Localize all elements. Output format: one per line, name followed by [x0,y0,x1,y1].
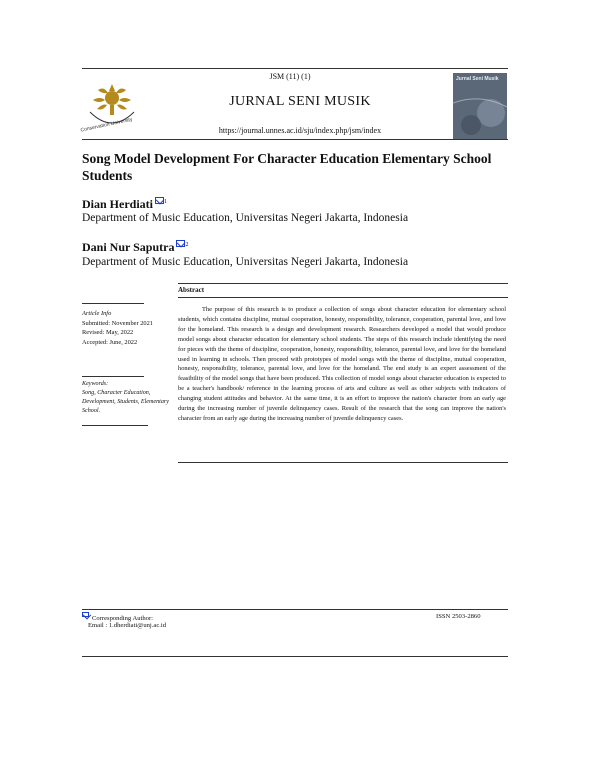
accepted-date: Accepted: June, 2022 [82,338,138,346]
info-rule [82,303,144,304]
corresponding-label: Corresponding Author: [92,615,153,622]
author-2-affiliation: Department of Music Education, Universitas Negeri Jakarta, Indonesia [82,256,409,268]
corresponding-author [82,612,153,622]
keywords [82,380,172,416]
paper-title: Song Model Development For Character Education Elementary School Students [82,151,492,183]
article-info-label: Article Info [82,310,112,317]
journal-url[interactable]: https://journal.unnes.ac.id/sju/index.php/jsm/index [218,126,382,135]
abstract-heading: Abstract [178,286,205,294]
author-1-name: Dian Herdiati [82,197,153,211]
submitted-date: Submitted: November 2021 [82,319,153,327]
footer-bottom-rule [82,656,508,657]
abstract-bottom-rule [178,462,508,463]
header-bottom-rule [82,139,508,140]
keywords-list: Song, Character Education, Development, Students, Elementary School. [82,390,169,414]
keywords-bottom-rule [82,425,148,426]
corresponding-email[interactable]: Email : 1.dherdiati@unj.ac.id [88,622,167,629]
logo-text: Conservation University [80,116,133,134]
article-info [82,309,172,347]
journal-title: JURNAL SENI MUSIK [229,94,371,109]
author-2-mark: 2 [185,242,189,248]
abstract-top-rule [178,283,508,284]
email-icon[interactable] [82,612,89,617]
revised-date: Revised: May, 2022 [82,329,134,337]
cover-title: Jurnal Seni Musik [456,76,499,82]
author-1-mark: 1 [164,199,167,205]
journal-cover [453,73,507,140]
abstract-head-rule [178,297,508,298]
keywords-label: Keywords: [82,381,109,387]
email-icon[interactable] [155,197,164,204]
cover-art-icon [453,73,507,140]
author-1 [82,197,167,212]
journal-volume: JSM (11) (1) [269,72,311,81]
abstract-text: The purpose of this research is to produce a collection of songs about character education for elementary school students, which contains discipline, mutual cooperation, honesty, responsibility, tolerance, cooperation, parental love, and love for the homeland. This research is a design and development research. Researchers developed a model that would produce model songs about character education for elementary school students. The steps of this research include identifying the need for pieces with the theme of discipline, cooperation, honesty, responsibility, tolerance, parental love, and love for the homeland used in learning in schools. Then proceed with prototypes of model songs with the theme of discipline, mutual cooperation, honesty, responsibility, tolerance, parental love, and love for the homeland. The end study is an expert assessment of the feasibility of the model songs that have been produced. This collection of model songs about character education is expected to be a teacher's handbook/ reference in the learning process of arts and culture as well as other subjects with indicators of changing student attitudes and behavior. At the same time, it is an effort to improve the nation's character from an early age during the increasing number of juvenile delinquency cases. Result of the research that the song can improve the nation's character from an early age during the increasing number of juvenile delinquency cases. [178,306,506,422]
issn: ISSN 2503-2860 [436,613,481,620]
author-2-name: Dani Nur Saputra [82,240,175,254]
author-1-affiliation: Department of Music Education, Universitas Negeri Jakarta, Indonesia [82,212,409,224]
author-2 [82,240,188,255]
footer-top-rule [82,609,508,610]
header-top-rule [82,68,508,69]
email-icon[interactable] [176,240,185,247]
keywords-top-rule [82,376,144,377]
